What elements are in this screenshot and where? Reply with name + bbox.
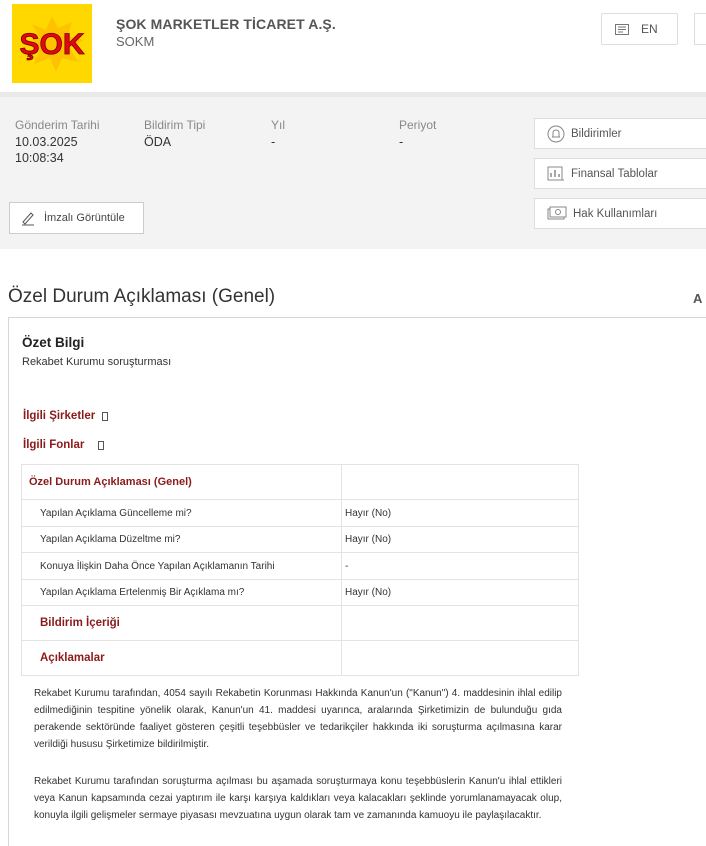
explanations-header-label: Açıklamalar (22, 641, 342, 675)
send-time-value: 10:08:34 (15, 151, 64, 165)
financial-tables-button[interactable] (534, 158, 706, 189)
signed-view-label: İmzalı Görüntüle (44, 212, 125, 224)
table-header-label: Özel Durum Açıklaması (Genel) (22, 465, 342, 499)
table-row (22, 527, 578, 553)
row-value: Hayır (No) (345, 534, 392, 545)
disclosure-table (21, 464, 579, 676)
row-value: Hayır (No) (345, 587, 392, 598)
table-row (22, 580, 578, 606)
rights-button[interactable] (534, 198, 706, 229)
notifications-button[interactable] (534, 118, 706, 149)
sok-logo-icon (12, 4, 92, 83)
summary-title: Özet Bilgi (22, 335, 85, 350)
related-companies-label: İlgili Şirketler (23, 410, 96, 422)
related-funds-label: İlgili Fonlar (23, 439, 85, 451)
row-label: Yapılan Açıklama Ertelenmiş Bir Açıklama mı? (22, 580, 342, 605)
company-code: SOKM (116, 34, 155, 49)
signed-view-button[interactable] (9, 202, 144, 234)
period-label: Periyot (399, 118, 437, 132)
financial-table-icon (547, 166, 565, 182)
notification-type-label: Bildirim Tipi (144, 118, 206, 132)
language-button[interactable] (601, 13, 678, 45)
row-value: - (345, 560, 349, 572)
row-label: Yapılan Açıklama Düzeltme mi? (22, 527, 342, 552)
content-header-label: Bildirim İçeriği (22, 606, 342, 640)
disclosure-meta (0, 92, 706, 249)
content-header-row (22, 606, 578, 641)
send-date-value: 10.03.2025 (15, 135, 78, 149)
row-label: Yapılan Açıklama Güncelleme mi? (22, 500, 342, 526)
financial-tables-label: Finansal Tablolar (571, 167, 658, 180)
related-companies-toggle[interactable] (23, 410, 108, 422)
row-value: Hayır (No) (345, 507, 392, 519)
send-date-label: Gönderim Tarihi (15, 118, 100, 132)
table-header-row (22, 465, 578, 500)
expand-box-icon (98, 441, 104, 450)
explanation-paragraph: Rekabet Kurumu tarafından soruşturma açılması bu aşamada soruşturmaya konu teşebbüslerin Kanun'u ihlal ettikleri veya Kanun kapsamında cezai yaptırım ile karşı karşıya kaldıkları veya kalacakları şeklinde yorumlanamayacak olup, konuyla ilgili gelişmeler sermaye piyasası mevzuatına uygun olarak tam ve zamanında kamuoyu ile paylaşılacaktır. (34, 776, 562, 821)
period-value: - (399, 135, 404, 149)
related-funds-toggle[interactable] (23, 439, 104, 451)
explanations-header-row (22, 641, 578, 675)
expand-box-icon (102, 412, 108, 421)
table-row (22, 553, 578, 580)
page-title: Özel Durum Açıklaması (Genel) (8, 286, 276, 307)
row-label: Konuya İlişkin Daha Önce Yapılan Açıklamanın Tarihi (22, 553, 342, 579)
bell-icon (547, 125, 565, 143)
explanation-paragraph: Rekabet Kurumu tarafından, 4054 sayılı Rekabetin Korunması Hakkında Kanun'un ("Kanun") 4. maddesinin ihlal edilip edilmediğinin tespitine yönelik olarak, Kanun'un 41. maddesi uyarınca, aralarında Şirketimizin de bulunduğu gıda perakende sektöründe faaliyet gösteren çeşitli teşebbüsler ve tedarikçiler hakkında iki soruşturma açılmasına karar verildiği hususu Şirketimize bildirilmiştir. (34, 688, 562, 750)
money-icon (547, 206, 567, 222)
summary-text: Rekabet Kurumu soruşturması (22, 356, 172, 368)
header-menu-button[interactable] (694, 13, 706, 45)
logo-text: ŞOK (19, 28, 85, 61)
company-header (0, 0, 706, 92)
table-row (22, 500, 578, 527)
year-value: - (271, 135, 276, 149)
notification-type-value: ÖDA (144, 135, 172, 149)
language-label: EN (641, 22, 658, 36)
language-icon (615, 24, 629, 35)
pen-icon (20, 210, 36, 226)
rights-label: Hak Kullanımları (573, 207, 658, 220)
disclosure-content (8, 317, 706, 846)
year-label: Yıl (271, 118, 286, 132)
notifications-label: Bildirimler (571, 127, 622, 140)
company-logo[interactable] (12, 4, 92, 83)
company-name: ŞOK MARKETLER TİCARET A.Ş. (116, 16, 336, 32)
right-edge-text: A (693, 291, 703, 306)
